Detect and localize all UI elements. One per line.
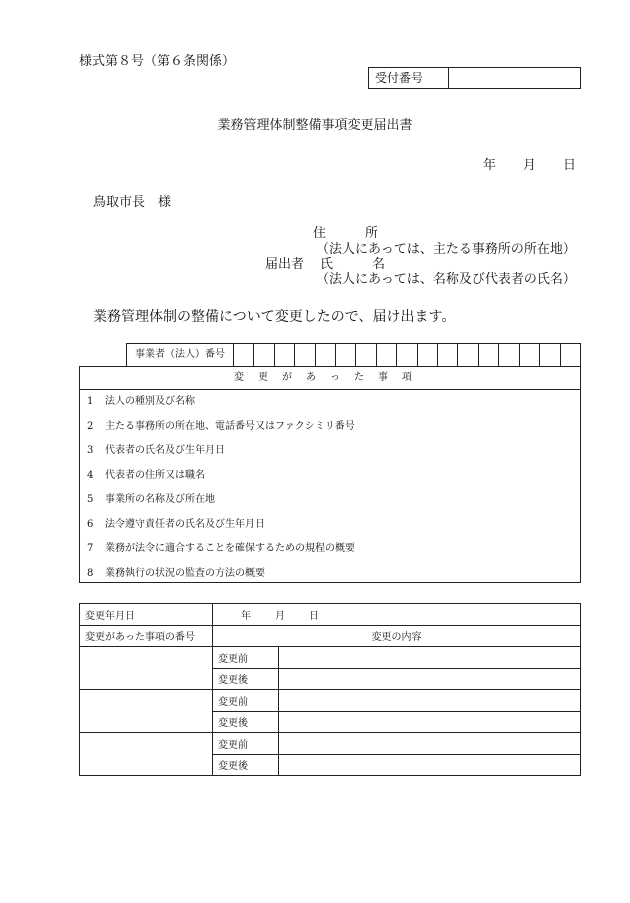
change-date-month: 月	[275, 610, 285, 622]
item-text: 法人の種別及び名称	[105, 396, 195, 407]
change-item[interactable]	[80, 415, 580, 440]
address-label: 住 所	[313, 226, 379, 241]
change-date-day: 日	[309, 610, 319, 622]
item-text: 法令遵守責任者の氏名及び生年月日	[105, 518, 265, 530]
change-item[interactable]	[80, 488, 580, 513]
business-number-digit[interactable]	[540, 344, 560, 366]
receipt-value-field[interactable]	[449, 68, 580, 88]
date-day: 日	[563, 158, 577, 173]
address-note: （法人にあっては、主たる事務所の所在地）	[316, 242, 576, 257]
change-item[interactable]	[80, 537, 580, 562]
after-content-cell[interactable]	[279, 754, 581, 776]
item-number-cell[interactable]	[80, 733, 213, 776]
date-year: 年	[483, 158, 497, 173]
before-label: 変更前	[213, 690, 279, 712]
change-items-header: 変更があった事項	[80, 367, 580, 390]
business-number-digit[interactable]	[316, 344, 336, 366]
item-number: 6	[87, 518, 94, 530]
business-number-digit[interactable]	[561, 344, 580, 366]
item-text: 主たる事務所の所在地、電話番号又はファクシミリ番号	[105, 420, 355, 432]
item-number-cell[interactable]	[80, 647, 213, 690]
item-number-header: 変更があった事項の番号	[80, 625, 213, 647]
after-content-cell[interactable]	[279, 668, 581, 690]
change-item[interactable]	[80, 439, 580, 464]
addressee: 鳥取市長 様	[93, 195, 172, 210]
name-note: （法人にあっては、名称及び代表者の氏名）	[316, 272, 576, 287]
change-item[interactable]	[80, 464, 580, 489]
item-number: 7	[87, 543, 94, 554]
notifier-role: 届出者	[265, 257, 305, 272]
item-text: 事業所の名称及び所在地	[105, 494, 215, 505]
after-label: 変更後	[213, 711, 279, 733]
after-content-cell[interactable]	[279, 711, 581, 733]
business-number-digit[interactable]	[275, 344, 295, 366]
before-content-cell[interactable]	[279, 690, 581, 712]
document-title: 業務管理体制整備事項変更届出書	[217, 118, 413, 133]
item-number: 4	[87, 469, 94, 481]
business-number-digit[interactable]	[254, 344, 274, 366]
change-item[interactable]	[80, 513, 580, 538]
item-number: 1	[87, 396, 94, 407]
before-label: 変更前	[213, 733, 279, 755]
change-date-label: 変更年月日	[80, 604, 213, 626]
before-content-cell[interactable]	[279, 733, 581, 755]
business-number-digit[interactable]	[356, 344, 376, 366]
item-number: 8	[87, 567, 94, 579]
after-label: 変更後	[213, 668, 279, 690]
business-number-digit[interactable]	[336, 344, 356, 366]
item-number: 2	[87, 420, 94, 432]
item-text: 代表者の氏名及び生年月日	[105, 445, 225, 456]
date-month: 月	[523, 158, 537, 173]
after-label: 変更後	[213, 754, 279, 776]
receipt-box	[368, 67, 581, 89]
item-number-cell[interactable]	[80, 690, 213, 733]
business-number-digit[interactable]	[234, 344, 254, 366]
change-content-header: 変更の内容	[213, 625, 581, 647]
business-number-digit[interactable]	[418, 344, 438, 366]
change-item[interactable]	[80, 390, 580, 415]
name-label: 氏 名	[320, 257, 386, 272]
business-number-digit[interactable]	[479, 344, 499, 366]
change-items-table	[79, 366, 581, 583]
statement: 業務管理体制の整備について変更したので、届け出ます。	[93, 309, 456, 325]
business-number-digit[interactable]	[397, 344, 417, 366]
before-label: 変更前	[213, 647, 279, 669]
business-number-digit[interactable]	[499, 344, 519, 366]
receipt-label: 受付番号	[369, 68, 449, 88]
business-number-digit[interactable]	[458, 344, 478, 366]
item-number: 3	[87, 445, 94, 456]
change-date-year: 年	[241, 610, 251, 622]
business-number-digit[interactable]	[520, 344, 540, 366]
change-date-field[interactable]	[213, 604, 581, 626]
change-item[interactable]	[80, 562, 580, 587]
item-text: 業務執行の状況の監査の方法の概要	[105, 567, 265, 579]
item-text: 業務が法令に適合することを確保するための規程の概要	[105, 543, 355, 554]
change-details-table	[79, 603, 581, 776]
before-content-cell[interactable]	[279, 647, 581, 669]
business-number-digit[interactable]	[295, 344, 315, 366]
business-number-digit[interactable]	[438, 344, 458, 366]
form-label: 様式第８号（第６条関係）	[79, 54, 236, 69]
business-number-label: 事業者（法人）番号	[127, 344, 234, 366]
business-number-digit[interactable]	[377, 344, 397, 366]
business-number-row	[126, 343, 581, 366]
item-text: 代表者の住所又は職名	[105, 469, 205, 481]
item-number: 5	[87, 494, 94, 505]
